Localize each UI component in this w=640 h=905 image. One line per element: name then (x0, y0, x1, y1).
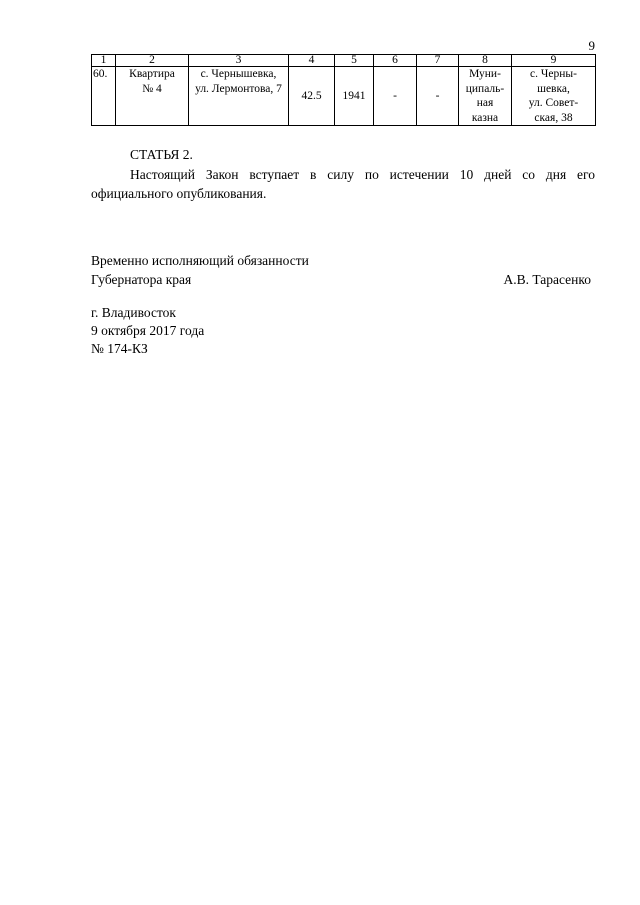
column-6-cell: - (374, 67, 417, 126)
cell-line: ская, 38 (534, 111, 573, 124)
law-number: № 174-КЗ (91, 341, 148, 356)
owner-cell (459, 67, 512, 126)
table-row (92, 67, 596, 126)
property-table (91, 54, 596, 126)
cell-line: ул. Совет- (528, 97, 579, 109)
cell-line: ная (476, 97, 494, 109)
signatory-position-line-2: Губернатора края (91, 272, 192, 287)
column-header: 8 (459, 55, 512, 67)
column-header: 1 (92, 55, 116, 67)
article-text: Настоящий Закон вступает в силу по истечении 10 дней со дня его официального опубликования. (91, 167, 595, 201)
column-7-cell: - (417, 67, 459, 126)
year-cell: 1941 (335, 67, 374, 126)
signatory-name: А.В. Тарасенко (503, 272, 591, 287)
cell-line: шевка, (537, 82, 570, 95)
table-header-row (92, 55, 596, 67)
column-header: 4 (289, 55, 335, 67)
article-title: СТАТЬЯ 2. (130, 147, 193, 162)
cell-line: ципаль- (465, 82, 505, 95)
column-header: 2 (116, 55, 189, 67)
row-number: 60. (92, 67, 116, 126)
cell-line: с. Чернышевка, (200, 68, 277, 80)
location-cell (512, 67, 596, 126)
signatory-position: Временно исполняющий обязанности (91, 253, 309, 268)
object-name-cell (116, 67, 189, 126)
cell-line: с. Черны- (530, 68, 577, 80)
address-cell (189, 67, 289, 126)
column-header: 3 (189, 55, 289, 67)
column-header: 9 (512, 55, 596, 67)
page-number: 9 (588, 38, 595, 53)
column-header: 7 (417, 55, 459, 67)
cell-line: ул. Лермонтова, 7 (195, 82, 282, 95)
city: г. Владивосток (91, 305, 176, 320)
area-cell: 42.5 (289, 67, 335, 126)
cell-line: Муни- (469, 68, 501, 80)
column-header: 5 (335, 55, 374, 67)
column-header: 6 (374, 55, 417, 67)
cell-line: Квартира (129, 68, 175, 80)
date: 9 октября 2017 года (91, 323, 205, 338)
cell-line: № 4 (142, 82, 162, 95)
cell-line: казна (471, 111, 499, 124)
